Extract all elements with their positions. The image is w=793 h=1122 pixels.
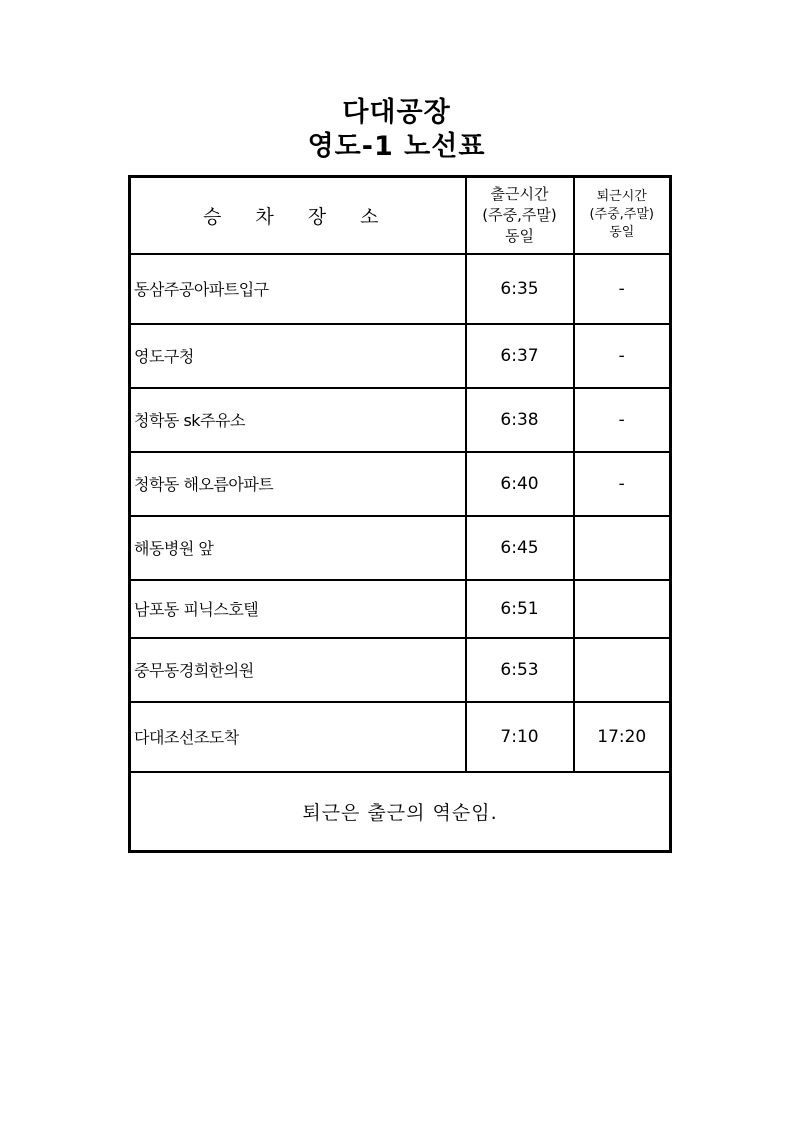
stop-name: 청학동 sk주유소	[130, 388, 466, 452]
commute-out-time	[574, 638, 671, 702]
header-commute-in-line: (주중,주말)	[482, 205, 557, 224]
commute-in-time: 6:53	[466, 638, 574, 702]
route-title: 영도-1 노선표	[307, 131, 486, 162]
header-commute-in-line: 동일	[505, 226, 534, 245]
stop-name: 다대조선조도착	[130, 702, 466, 772]
header-commute-in	[466, 177, 574, 254]
header-commute-out-line: (주중,주말)	[589, 207, 654, 223]
table-row	[130, 580, 671, 638]
stop-name: 중무동경희한의원	[130, 638, 466, 702]
commute-in-time: 6:35	[466, 254, 574, 324]
commute-in-time: 6:37	[466, 324, 574, 388]
commute-in-time: 6:40	[466, 452, 574, 516]
stop-name: 해동병원 앞	[130, 516, 466, 580]
note-row	[130, 772, 671, 852]
commute-in-time: 6:38	[466, 388, 574, 452]
table-row	[130, 254, 671, 324]
table-row	[130, 324, 671, 388]
table-row	[130, 388, 671, 452]
commute-out-time: 17:20	[574, 702, 671, 772]
stop-name: 남포동 피닉스호텔	[130, 580, 466, 638]
header-place: 승 차 장 소	[130, 177, 466, 254]
commute-out-time: -	[574, 388, 671, 452]
stop-name: 영도구청	[130, 324, 466, 388]
commute-in-time: 7:10	[466, 702, 574, 772]
header-commute-in-line: 출근시간	[490, 184, 549, 203]
title-block	[0, 96, 793, 164]
commute-out-time: -	[574, 324, 671, 388]
commute-out-time	[574, 516, 671, 580]
table-row	[130, 516, 671, 580]
header-commute-out-line: 퇴근시간	[596, 189, 647, 205]
table-row	[130, 452, 671, 516]
commute-in-time: 6:45	[466, 516, 574, 580]
table-row	[130, 638, 671, 702]
header-commute-out-line: 동일	[609, 225, 635, 241]
page-title: 다대공장	[342, 97, 451, 128]
header-commute-out	[574, 177, 671, 254]
commute-in-time: 6:51	[466, 580, 574, 638]
route-table	[128, 175, 672, 853]
header-row	[130, 177, 671, 254]
commute-out-time	[574, 580, 671, 638]
commute-out-time: -	[574, 452, 671, 516]
stop-name: 동삼주공아파트입구	[130, 254, 466, 324]
stop-name: 청학동 해오름아파트	[130, 452, 466, 516]
table-row	[130, 702, 671, 772]
commute-out-time: -	[574, 254, 671, 324]
return-note: 퇴근은 출근의 역순임.	[130, 772, 671, 852]
